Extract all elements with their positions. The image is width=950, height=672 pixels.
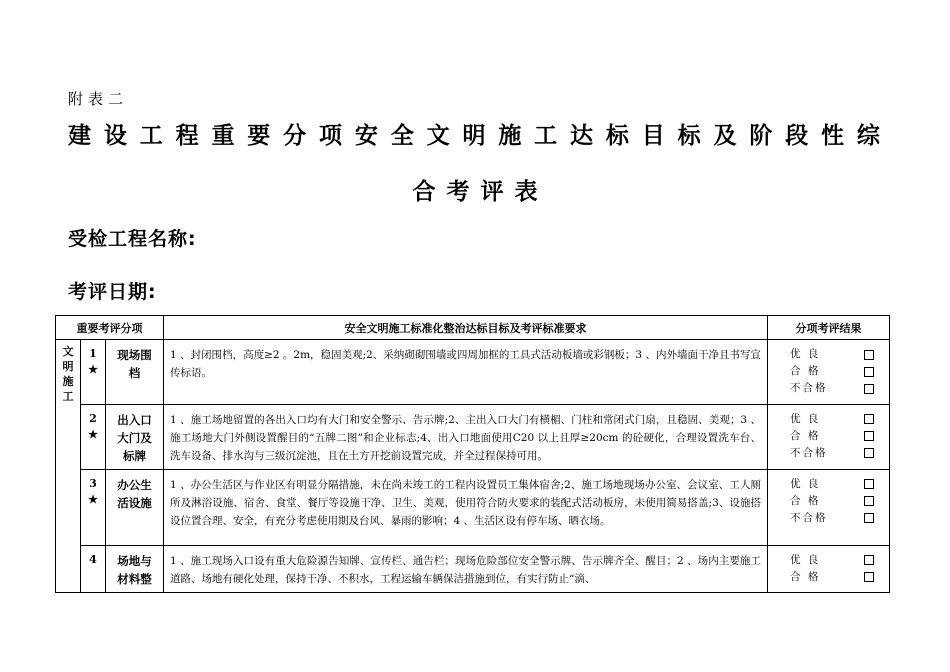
item-number: 1 [89, 347, 97, 360]
result-checkbox[interactable] [864, 448, 874, 458]
annex-label: 附表二 [68, 90, 129, 108]
result-option-label: 优 良 [790, 348, 821, 360]
column-header-item: 重要考评分项 [56, 316, 164, 340]
result-option-label: 合 格 [790, 429, 821, 442]
result-option-label: 不合格 [790, 382, 828, 394]
title-line-2: 合考评表 [412, 179, 549, 205]
table-row [56, 404, 890, 469]
result-checkbox[interactable] [864, 350, 874, 360]
result-option-label: 合 格 [790, 365, 821, 377]
title-char: 阶 [749, 123, 773, 149]
title-char: 程 [175, 123, 199, 149]
category-cell-continued [56, 545, 81, 592]
table-header-row [56, 316, 890, 340]
result-option [768, 552, 889, 569]
result-checkbox[interactable] [864, 414, 874, 424]
table-row [56, 469, 890, 545]
title-char: 项 [319, 123, 343, 149]
column-header-result: 分项考评结果 [768, 316, 890, 340]
title-char: 性 [821, 123, 845, 149]
result-checkbox[interactable] [864, 572, 874, 582]
title-char: 段 [785, 123, 809, 149]
title-char: 标 [605, 123, 629, 149]
result-option [768, 445, 889, 462]
project-name-label: 受检工程名称: [68, 228, 197, 250]
review-date-label: 考评日期: [68, 281, 157, 303]
result-option-label: 不合格 [790, 446, 828, 459]
title-char: 分 [283, 123, 307, 149]
title-char: 明 [462, 123, 486, 149]
result-checkbox[interactable] [864, 384, 874, 394]
result-option [768, 428, 889, 445]
item-number-cell [81, 404, 106, 469]
item-name-cell [106, 340, 164, 405]
title-char: 文 [426, 123, 450, 149]
item-name-cell [106, 404, 164, 469]
result-checkbox[interactable] [864, 431, 874, 441]
title-char: 工 [139, 123, 163, 149]
result-checkbox[interactable] [864, 555, 874, 565]
result-option [768, 363, 889, 380]
item-name: 出入口大门及标牌 [117, 412, 152, 463]
title-char: 重 [211, 123, 235, 149]
result-option [768, 346, 889, 363]
title-char: 达 [570, 123, 594, 149]
title-char: 要 [247, 123, 271, 149]
category-cell [56, 340, 81, 405]
key-item-star: ★ [88, 363, 98, 376]
result-checkbox[interactable] [864, 496, 874, 506]
category-cell-continued [56, 404, 81, 469]
result-checkbox[interactable] [864, 367, 874, 377]
column-header-requirements: 安全文明施工标准化整治达标目标及考评标准要求 [164, 316, 768, 340]
key-item-star: ★ [88, 427, 98, 441]
item-requirements: 1 、施工现场入口设有重大危险源告知牌、宣传栏、通告栏；现场危险部位安全警示牌、告示牌齐全、醒目；2 、场内主要施工道路、场地有硬化处理，保持干净、不积水，工程运输车辆保洁措施到位，有实行防止“滴、 [164, 545, 768, 592]
result-option-label: 优 良 [790, 553, 821, 566]
result-cell [768, 340, 890, 405]
item-number: 2 [89, 411, 97, 425]
result-option [768, 476, 889, 493]
key-item-star: ★ [88, 492, 98, 506]
title-char: 施 [498, 123, 522, 149]
result-cell [768, 545, 890, 592]
item-number-cell [81, 545, 106, 592]
item-number: 3 [89, 476, 97, 490]
result-option-label: 合 格 [790, 570, 821, 583]
item-number-cell [81, 469, 106, 545]
item-name: 现场围档 [117, 348, 152, 380]
evaluation-table [55, 315, 890, 593]
category-cell-continued [56, 469, 81, 545]
title-char: 标 [677, 123, 701, 149]
result-checkbox[interactable] [864, 479, 874, 489]
result-option-label: 合 格 [790, 494, 821, 507]
title-char: 目 [641, 123, 665, 149]
item-name: 办公生活设施 [117, 477, 152, 510]
title-char: 设 [103, 123, 127, 149]
result-cell [768, 404, 890, 469]
result-checkbox[interactable] [864, 513, 874, 523]
result-option [768, 510, 889, 527]
result-option-label: 优 良 [790, 477, 821, 490]
item-number: 4 [89, 552, 97, 566]
item-name-cell [106, 545, 164, 592]
result-option [768, 380, 889, 397]
result-option [768, 493, 889, 510]
result-option [768, 411, 889, 428]
title-char: 建 [68, 123, 91, 149]
result-cell [768, 469, 890, 545]
title-line-1 [68, 117, 880, 150]
item-requirements: 1 、封闭围档，高度≥2 。2m，稳固美观;2、采纳砌砌围墙或四周加框的工具式活动板墙或彩钢板；3 、内外墙面干净且书写宣传标语。 [164, 340, 768, 405]
item-name-cell [106, 469, 164, 545]
table-row [56, 340, 890, 405]
title-char: 全 [390, 123, 414, 149]
table-row [56, 545, 890, 592]
item-number-cell [81, 340, 106, 405]
result-option-label: 优 良 [790, 412, 821, 425]
category-label: 文明施工 [62, 345, 74, 403]
result-option-label: 不合格 [790, 511, 828, 524]
result-option [768, 569, 889, 586]
title-char: 工 [534, 123, 558, 149]
item-name: 场地与材料整 [117, 553, 152, 586]
item-requirements: 1 、办公生活区与作业区有明显分隔措施，未在尚未竣工的工程内设置员工集体宿舍;2、施工场地现场办公室、会议室、工人厕所及淋浴设施、宿舍、食堂、餐厅等设施干净、卫生、美观，使用符合防火要求的装配式活动板房，未使用简易搭盖;3、设施搭设位置合理、安全，有充分考虑使用期及台风、暴雨的影响；4 、生活区设有停车场、晒衣场。 [164, 469, 768, 545]
title-char: 综 [856, 123, 880, 149]
item-requirements: 1 、施工场地留置的各出入口均有大门和安全警示、告示牌;2、主出入口大门有横楣、门柱和常闭式门扇，且稳固、美观；3 、施工场地大门外侧设置醒目的“五牌二图”和企业标志;4、出入口地面使用C20 以上且厚≥20cm 的砼硬化，合理设置洗车台、洗车设备、排水沟与三级沉淀池，且在土方开挖前设置完成，并全过程保持可用。 [164, 404, 768, 469]
title-char: 安 [354, 123, 378, 149]
title-char: 及 [713, 123, 737, 149]
